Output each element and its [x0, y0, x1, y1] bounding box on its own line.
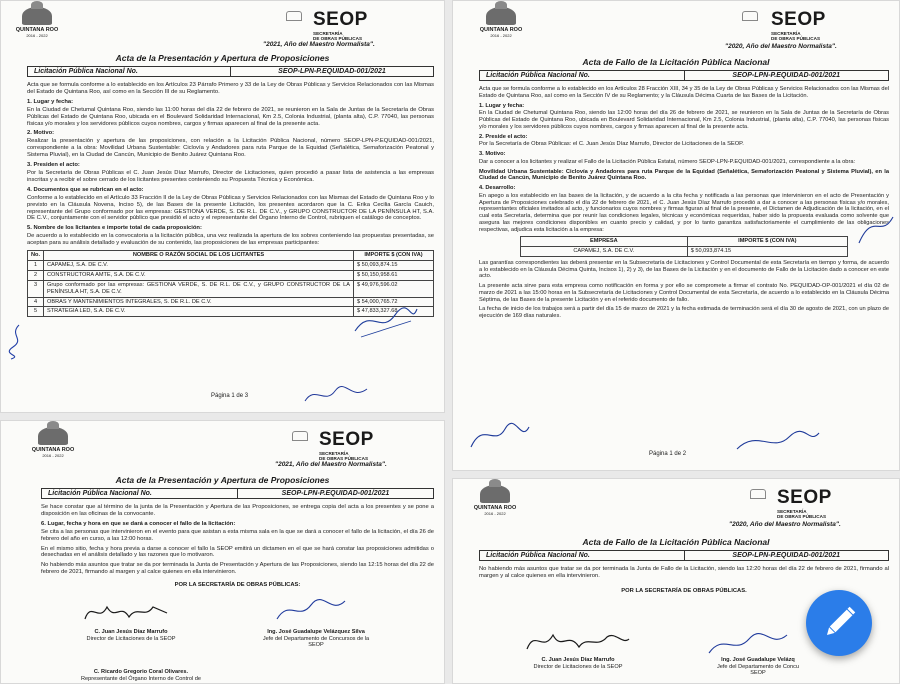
margin-signature — [351, 301, 421, 341]
page-header — [453, 479, 899, 531]
licitacion-number-box: Licitación Pública Nacional No. SEOP-LPN-P.EQUIDAD-001/2021 — [41, 488, 434, 499]
motto: "2021, Año del Maestro Normalista". — [275, 461, 387, 468]
government-seal-icon — [279, 11, 309, 22]
closing-paragraph: No habiendo más asuntos que tratar se da por terminada la Junta de Fallo de la Licitación, siendo las 12:20 horas del día 22 de febrero de 2021, firmando al margen y al calce quienes en ella intervinieron. — [479, 566, 889, 579]
signature-image — [523, 627, 633, 657]
quintana-roo-logo: QUINTANA ROO 2016 - 2022 — [15, 7, 59, 38]
pencil-icon — [806, 590, 872, 656]
section-heading: 2. Preside el acto: — [479, 133, 528, 140]
document-body — [1, 504, 444, 589]
seop-logo: SEOP SECRETARÍA DE OBRAS PÚBLICAS — [319, 429, 374, 461]
table-row: 5 STRATEGIA LED, S.A. DE C.V. $ 47,833,327.68 — [28, 307, 434, 317]
quintana-roo-logo: QUINTANA ROO 2016 - 2022 — [31, 427, 75, 458]
document-body — [453, 86, 899, 320]
government-seal-icon — [735, 11, 765, 22]
section-heading: 6. Lugar, fecha y hora en que se dará a conocer el fallo de la licitación: — [41, 520, 236, 527]
quintana-roo-logo: QUINTANA ROO 2016 - 2022 — [479, 7, 523, 38]
page-header — [1, 1, 444, 53]
table-row: 4 OBRAS Y MANTENIMIENTOS INTEGRALES, S. DE R.L. DE C.V. $ 54,000,765.72 — [28, 297, 434, 307]
section-text: Dar a conocer a los licitantes y realizar el Fallo de la Licitación Pública Estatal, número SEOP-LPN-P.EQUIDAD-001/2021, correspondiente a la obra: — [479, 158, 856, 165]
section-text: En el mismo sitio, fecha y hora previa a darse a conocer el fallo la SEOP emitirá un dictamen en el que se hará constar las proposiciones admitidas o desechadas en el análisis detallado y las razones que lo motivaron. — [41, 545, 434, 559]
section-text: Realizar la presentación y apertura de las proposiciones, con relación a la Licitación Pública Nacional, número SEOP-LPN-P.EQUIDAD-001/2021, correspondiente a la obra: Movilidad Urbana Sustentable: Ciclovía y Andadores para ruta Parque de la Equidad (Señalética, Semaforización Peatonal y Sistema Pluvial), en la Ciudad de Cancún, Municipio de Benito Juárez Quintana Roo. — [27, 138, 434, 159]
page-title: Acta de Fallo de la Licitación Pública Nacional — [582, 57, 770, 67]
signatory-1: C. Juan Jesús Díaz Marrufo Director de Licitaciones de la SEOP — [86, 629, 176, 642]
table-row: 2 CONSTRUCTORA AMTE, S.A. DE C.V. $ 50,150,958.61 — [28, 270, 434, 280]
document-page-2 — [452, 0, 900, 471]
table-row: 1 CAPAMEJ, S.A. DE C.V. $ 50,093,874.15 — [28, 260, 434, 270]
dates-paragraph: La fecha de inicio de los trabajos será a partir del día 15 de marzo de 2021 y la fecha estimada de terminación será el día 30 de agosto de 2021, con un plazo de ejecución de 169 días naturales. — [479, 306, 889, 319]
section-text: En la Ciudad de Chetumal Quintana Roo, siendo las 12:00 horas del día 26 de febrero de 2021, se reunieron en la Sala de Juntas de la Secretaría de Obras Públicas del Estado de Quintana Roo, ubicada en Boulevard Solidaridad Internacional, Km 2.5, Colonia Industrial, (planta alta), C.P. 77040, las personas físicas y/o morales y los servidores públicos cuyos nombres, cargos y firmas aparecen al final de la presente acta. — [479, 110, 889, 130]
motto: "2020, Año del Maestro Normalista". — [729, 521, 841, 528]
table-header-row: No. NOMBRE O RAZÓN SOCIAL DE LOS LICITANTES IMPORTE $ (CON IVA) — [28, 251, 434, 261]
notification-paragraph: La presente acta sirve para esta empresa como notificación en forma y por ello se compromete a firmar el contrato No. PEQUIDAD-OP-001/2021 el día 02 de marzo de 2021 a las 15:00 horas en la Subsecretaría de Licitaciones y Control Documental de esta Secretaría, de acuerdo a lo establecido en la Cláusula Décima Séptima, de las Bases de la presente Licitación y en el referido documento de fallo. — [479, 283, 889, 303]
margin-signature — [5, 321, 27, 361]
seop-logo: SEOP SECRETARÍA DE OBRAS PÚBLICAS — [313, 9, 368, 41]
section-heading: 3. Motivo: — [479, 151, 506, 157]
section-heading: 4. Desarrollo: — [479, 185, 516, 191]
table-header-row: EMPRESA IMPORTE $ (CON IVA) — [521, 237, 848, 247]
signatory-1: C. Juan Jesús Díaz Marrufo Director de Licitaciones de la SEOP — [533, 657, 623, 670]
section-text: Se cita a las personas que intervinieron en el evento para que asistan a esta misma sala en la que se dará a conocer el fallo de la licitación, el día 26 de febrero del año en curso, a las 12:00 horas. — [41, 528, 434, 542]
signatory-2: Ing. José Guadalupe Velázquez Silva Jefe del Departamento de Concursos de la SEOP — [262, 629, 370, 649]
work-description: Movilidad Urbana Sustentable: Ciclovía y Andadores para ruta Parque de la Equidad (Señalética, Semaforización Peatonal y Sistema Pluvial), en la Ciudad de Cancún, Municipio de Benito Juárez Quintana Roo. — [479, 168, 889, 182]
bottom-signature — [301, 383, 371, 409]
page-number: Página 1 de 2 — [649, 451, 687, 457]
government-seal-icon — [743, 489, 773, 500]
award-table — [520, 236, 848, 257]
quintana-roo-logo: QUINTANA ROO 2016 - 2022 — [473, 485, 517, 516]
document-page-1 — [0, 0, 445, 413]
signature-heading: POR LA SECRETARÍA DE OBRAS PÚBLICAS. — [621, 587, 747, 594]
margin-signature — [853, 209, 899, 249]
page-header — [453, 1, 899, 53]
section-heading: 2. Motivo: — [27, 130, 55, 137]
section-text: Por la Secretaría de Obras Públicas el C. Juan Jesús Díaz Marrufo, Director de Licitaciones, quien procedió a pasar lista de asistencia a las empresas inscritas y a recibir el sobre cerrado de los licitantes presentes conteniendo su Propuesta Técnica y Económica. — [27, 169, 434, 183]
page-title: Acta de la Presentación y Apertura de Proposiciones — [115, 53, 330, 63]
section-text: Conforme a lo establecido en el Artículo 33 Fracción II de la Ley de Obras Públicas y Servicios Relacionados con las Mismas del Estado de Quintana Roo y lo previsto en la Cláusula Novena, Inciso 5), de las Bases de la presente Licitación, los presentes acordaron que la C. Erika Cecilia García Cauich, representante del Grupo conformado por las empresas: GESTIONA VERDE, S. DE R.L. DE C.V., y GRUPO CONSTRUCTOR DE LA PENÍNSULA HT, S.A. DE C.V., conjuntamente con el servidor público que presidió el acto y el representante del Órgano Interno de Control, rubriquen el catálogo de conceptos. — [27, 194, 434, 222]
page-title: Acta de Fallo de la Licitación Pública Nacional — [582, 537, 770, 547]
document-page-3 — [0, 420, 445, 684]
licitacion-number-box: Licitación Pública Nacional No. SEOP-LPN-P.EQUIDAD-001/2021 — [479, 70, 889, 81]
intro-paragraph: Acta que se formula conforme a lo establecido en los Artículos 28 Fracción XIII, 34 y 35 de la Ley de Obras Públicas y Servicios Relacionados con las Mismas del Estado de Quintana Roo, así como en la Sección IV de su Reglamento; y la Cláusula Décima Cuarta de las Bases de la Licitación. — [479, 86, 889, 99]
section-heading: 3. Presiden el acto: — [27, 162, 80, 169]
signatory-2: Ing. José Guadalupe Velázq Jefe del Departamento de Concu SEOP — [716, 657, 800, 677]
table-row: CAPAMEJ, S.A. DE C.V. $ 50,093,874.15 — [521, 247, 848, 257]
margin-signature — [465, 417, 535, 457]
page-number: Página 1 de 3 — [211, 393, 249, 399]
signatory-3: C. Ricardo Gregorio Coral Olivares. Representante del Órgano Interno de Control de — [80, 669, 202, 682]
page-header — [1, 421, 444, 473]
licitacion-number-box: Licitación Pública Nacional No. SEOP-LPN-P.EQUIDAD-001/2021 — [27, 66, 434, 77]
document-body — [1, 82, 444, 317]
motto: "2021, Año del Maestro Normalista". — [263, 41, 375, 48]
section-heading: 1. Lugar y fecha: — [479, 102, 525, 109]
edit-fab-button[interactable] — [806, 590, 872, 656]
closing-paragraph: No habiendo más asuntos que tratar se da por terminada la Junta de Presentación y Apertura de las Proposiciones, siendo las 12:15 horas del día 22 de febrero de 2021, firmando al margen y al calce quienes en ella intervinieron. — [41, 562, 434, 576]
seop-logo: SEOP SECRETARÍA DE OBRAS PÚBLICAS — [771, 9, 826, 41]
intro-paragraph: Acta que se formula conforme a lo establecido en los Artículos 23 Párrafo Primero y 33 de la Ley de Obras Públicas y Servicios Relacionados con las Mismas del Estado de Quintana Roo, así como en la Sección III de su Reglamento. — [27, 82, 434, 95]
section-text: Se hace constar que al término de la junta de la Presentación y Apertura de las Proposiciones, se entrega copia del acta a los presentes y se pone a disposición en las oficinas de la convocante. — [41, 504, 434, 517]
motto: "2020, Año del Maestro Normalista". — [725, 43, 837, 50]
page-title: Acta de la Presentación y Apertura de Proposiciones — [115, 475, 330, 485]
section-text: En apego a los establecido en las bases de la licitación, y de acuerdo a la cita fecha y notificada a las personas que intervinieron en el acto de Presentación y Apertura de Proposiciones celebrado el día 22 de febrero de 2021, el C. Juan Jesús Díaz Marrufo procedió a dar a conocer a las personas físicas y/o morales, representantes oficiales invitados al acto, y funcionarios cuyos nombres y firmas figuran al final de la presente, el Dictamen de Adjudicación de la licitación, en el cual esta Secretaría, determina que por reunir las condiciones legales, técnicas y económicas requeridas, haber sido la propuesta evaluada como solvente que asegura las mejores condiciones disponibles en cuanto precio y calidad, y por lo tanto garantiza satisfactoriamente el cumplimiento de las obligaciones respectivas, adjudica esta licitación a la empresa: — [479, 192, 889, 233]
section-text: De acuerdo a lo establecido en la convocatoria a la licitación pública, una vez realizada la apertura de los sobres conteniendo las propuestas presentadas, se aceptan para su análisis detallado y evaluación de su contenido, las proposiciones de las empresas participantes: — [27, 233, 434, 247]
guarantees-paragraph: Las garantías correspondientes las deberá presentar en la Subsecretaría de Licitaciones y Control Documental de esta Secretaría en tiempo y forma, de acuerdo a lo establecido en la Cláusula Décima Quinta, Incisos 1), 2) y 3), de las Bases de la Licitación y en el documento de Fallo de la Licitación dado a conocer en este acto. — [479, 259, 889, 280]
table-row: 3 Grupo conformado por las empresas: GESTIONA VERDE, S. DE R.L. DE C.V., y GRUPO CONSTRUCTOR DE LA PENÍNSULA HT, S.A. DE C.V. $ 49,976,596.02 — [28, 280, 434, 297]
section-text: En la Ciudad de Chetumal Quintana Roo, siendo las 11:00 horas del día 22 de febrero de 2021, se reunieron en la Sala de Juntas de la Secretaría de Obras Públicas del Estado de Quintana Roo, ubicada en el Boulevard Solidaridad Internacional, Km 2.5, Colonia Industrial, (planta alta), C.P. 77040, las personas físicas y/o morales y los servidores públicos cuyos nombres, cargos y firmas aparecen al final de la presente acta. — [27, 106, 434, 127]
section-text: Por la Secretaría de Obras Públicas: el C. Juan Jesús Díaz Marrufo, Director de Licitaciones de la SEOP. — [479, 141, 744, 148]
government-seal-icon — [285, 431, 315, 442]
section-heading: 5. Nombre de los licitantes e importe total de cada proposición: — [27, 225, 202, 232]
licitacion-number-box: Licitación Pública Nacional No. SEOP-LPN-P.EQUIDAD-001/2021 — [479, 550, 889, 561]
seop-logo: SEOP SECRETARÍA DE OBRAS PÚBLICAS — [777, 487, 832, 519]
margin-signature — [733, 427, 823, 457]
signature-image — [703, 629, 793, 659]
section-heading: 1. Lugar y fecha: — [27, 98, 74, 105]
signature-image — [81, 599, 171, 627]
section-heading: 4. Documentos que se rubrican en el acto: — [27, 186, 144, 193]
signature-image — [271, 595, 351, 625]
signature-heading: POR LA SECRETARÍA DE OBRAS PÚBLICAS: — [174, 582, 301, 589]
